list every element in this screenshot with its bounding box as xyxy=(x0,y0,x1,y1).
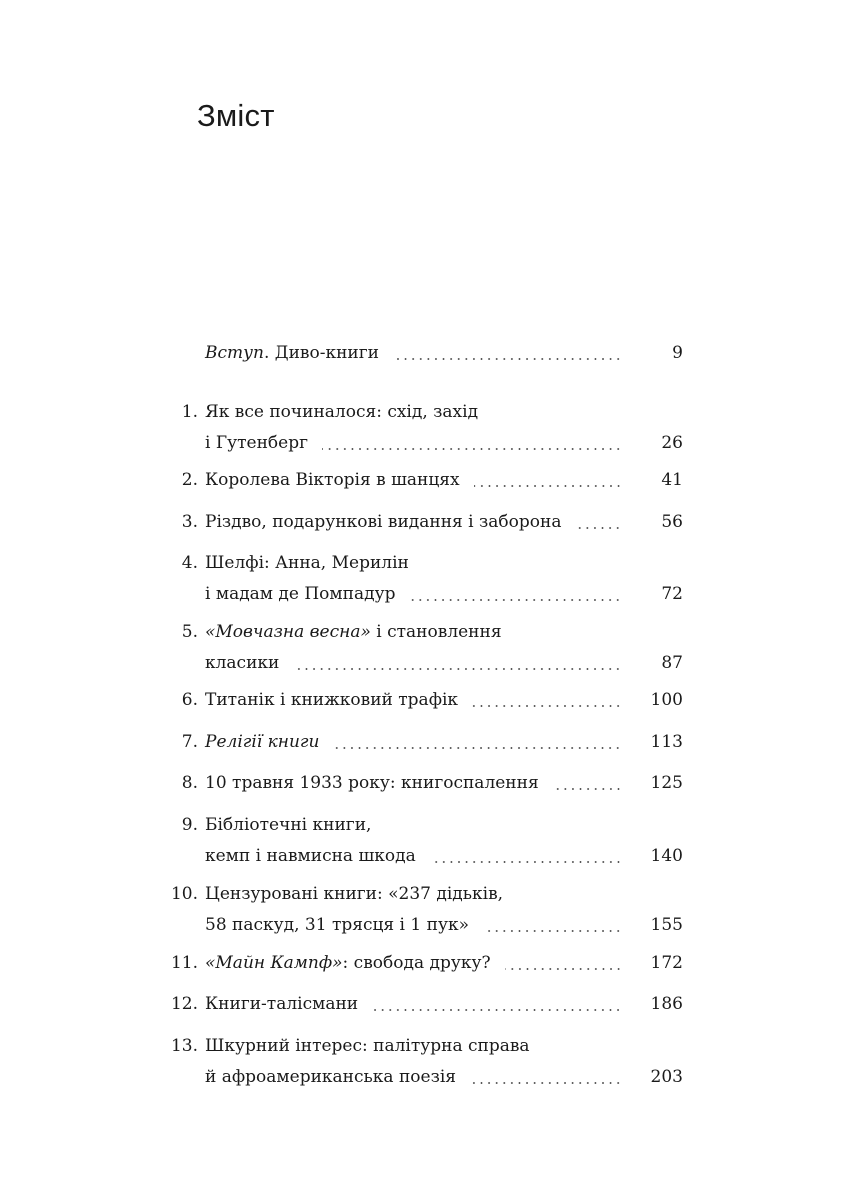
entry-title-line xyxy=(205,468,460,492)
entry-title-line xyxy=(205,882,503,906)
entry-title-text: Шелфі: Анна, Мерилін xyxy=(205,553,409,573)
entry-title-line xyxy=(205,1065,456,1089)
entry-title-line xyxy=(205,620,502,644)
page-number: 56 xyxy=(661,512,683,532)
dot-leader xyxy=(474,468,622,492)
page-number: 155 xyxy=(650,915,683,935)
entry-title-line xyxy=(205,431,308,455)
dot-leader xyxy=(553,771,622,795)
entry-title-italic: «Майн Кампф» xyxy=(205,953,343,973)
entry-number: 7. xyxy=(181,732,198,752)
entry-title-line xyxy=(205,551,409,575)
dot-leader xyxy=(333,730,622,754)
entry-title-line xyxy=(205,771,539,795)
page-number: 186 xyxy=(650,994,683,1014)
page-number: 172 xyxy=(650,953,683,973)
entry-title-text: Шкурний інтерес: палітурна справа xyxy=(205,1036,530,1056)
entry-number: 12. xyxy=(170,994,198,1014)
entry-title-line xyxy=(205,510,561,534)
entry-number: 2. xyxy=(181,470,198,490)
entry-title-line xyxy=(205,651,279,675)
entry-number: 11. xyxy=(170,953,198,973)
entry-title-text: й афроамериканська поезія xyxy=(205,1067,457,1087)
page-number: 203 xyxy=(650,1067,683,1087)
page-number: 100 xyxy=(650,690,683,710)
entry-title-text: Як все починалося: схід, захід xyxy=(205,402,479,422)
dot-leader xyxy=(409,582,622,606)
entry-number: 8. xyxy=(181,773,198,793)
page-number: 72 xyxy=(661,584,683,604)
page-number: 9 xyxy=(672,343,683,363)
entry-title-text: кемп і навмисна шкода xyxy=(205,846,416,866)
entry-title-line xyxy=(205,913,469,937)
entry-number: 5. xyxy=(181,622,198,642)
entry-number: 3. xyxy=(181,512,198,532)
dot-leader xyxy=(372,992,622,1016)
entry-title-line xyxy=(205,582,395,606)
entry-number: 9. xyxy=(181,815,198,835)
dot-leader xyxy=(505,951,622,975)
entry-number: 4. xyxy=(181,553,198,573)
dot-leader xyxy=(483,913,622,937)
entry-number: 6. xyxy=(181,690,198,710)
dot-leader xyxy=(293,651,622,675)
entry-title-line xyxy=(205,992,358,1016)
entry-title-italic: «Мовчазна весна» xyxy=(205,622,371,642)
entry-number: 13. xyxy=(170,1036,198,1056)
entry-title-italic: Релігії книги xyxy=(205,732,320,752)
entry-title-line xyxy=(205,400,478,424)
entry-title-italic: Вступ xyxy=(205,343,264,363)
entry-title-text: і становлення xyxy=(370,622,502,642)
entry-title-text: . Диво-книги xyxy=(263,343,379,363)
entry-title-text: і Гутенберг xyxy=(205,433,308,453)
entry-title-line xyxy=(205,341,379,365)
entry-title-text: класики xyxy=(205,653,280,673)
entry-title-text: Бібліотечні книги, xyxy=(205,815,372,835)
entry-title-line xyxy=(205,813,371,837)
entry-title-line xyxy=(205,688,458,712)
dot-leader xyxy=(430,844,622,868)
page-number: 140 xyxy=(650,846,683,866)
page-number: 26 xyxy=(661,433,683,453)
page-number: 113 xyxy=(650,732,683,752)
dot-leader xyxy=(470,1065,622,1089)
entry-title-line xyxy=(205,730,319,754)
entry-title-line xyxy=(205,1034,530,1058)
page-number: 41 xyxy=(661,470,683,490)
dot-leader xyxy=(322,431,622,455)
entry-title-text: Цензуровані книги: «237 дідьків, xyxy=(205,884,504,904)
dot-leader xyxy=(472,688,622,712)
entry-title-line xyxy=(205,951,491,975)
entry-number: 10. xyxy=(170,884,198,904)
entry-title-text: Титанік і книжковий трафік xyxy=(205,690,459,710)
entry-title-text: 58 паскуд, 31 трясця і 1 пук» xyxy=(205,915,469,935)
entry-title-text: Книги-талісмани xyxy=(205,994,359,1014)
entry-title-text: 10 травня 1933 року: книгоспалення xyxy=(205,773,539,793)
entry-number: 1. xyxy=(181,402,198,422)
entry-title-text: Королева Вікторія в шанцях xyxy=(205,470,460,490)
entry-title-text: : свобода друку? xyxy=(342,953,491,973)
page-number: 125 xyxy=(650,773,683,793)
entry-title-text: і мадам де Помпадур xyxy=(205,584,396,604)
entry-title-line xyxy=(205,844,416,868)
dot-leader xyxy=(575,510,622,534)
dot-leader xyxy=(393,341,622,365)
page-number: 87 xyxy=(661,653,683,673)
page-title: Зміст xyxy=(197,98,275,133)
entry-title-text: Різдво, подарункові видання і заборона xyxy=(205,512,562,532)
